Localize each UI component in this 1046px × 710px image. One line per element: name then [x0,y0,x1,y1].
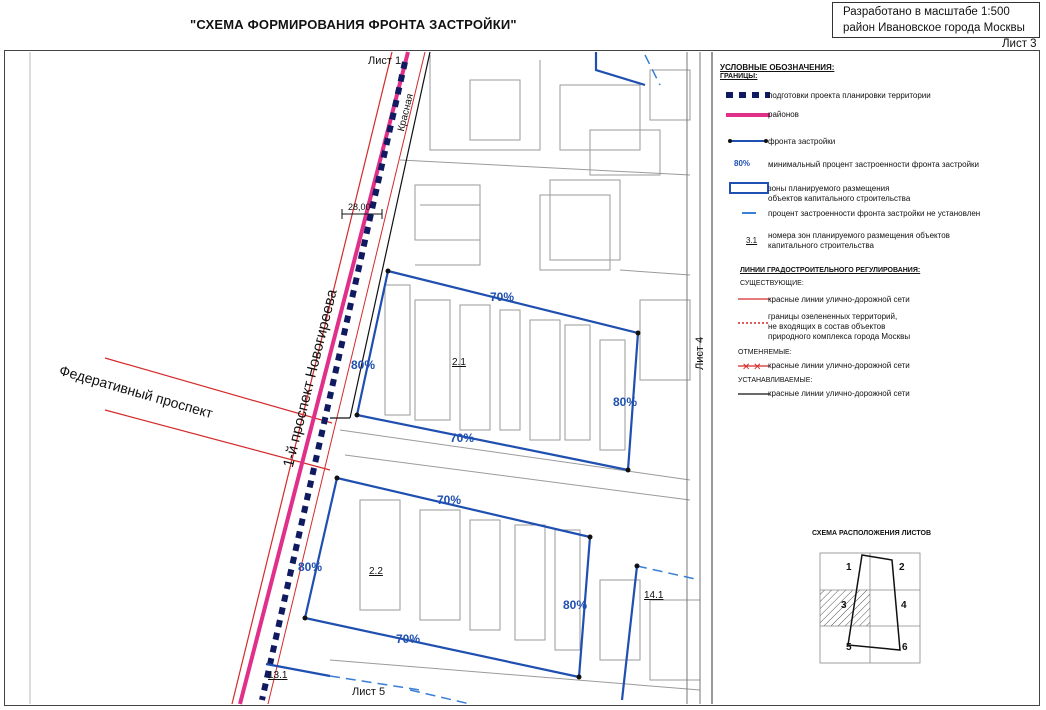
scheme-num-5: 5 [846,642,852,653]
scheme-num-3: 3 [841,600,847,611]
scheme-num-2: 2 [899,562,905,573]
legend-pct-not-set: процент застроенности фронта застройки не установлен [768,209,981,218]
red-line-novogireeva-east [268,52,425,704]
legend-border-districts: районов [768,110,799,119]
pct-2-2-left: 80% [298,560,323,574]
pct-2-2-right: 80% [563,598,588,612]
legend-red-lines-new: красные линии улично-дорожной сети [768,389,910,398]
planning-border [262,62,405,700]
scheme-num-6: 6 [902,642,908,653]
legend-established: УСТАНАВЛИВАЕМЫЕ: [738,377,813,384]
legend-pct-sample: 80% [734,159,751,168]
legend-zones-text-2: объектов капитального строительства [768,194,911,203]
pct-2-1-bottom: 70% [450,431,475,445]
map-title: "СХЕМА ФОРМИРОВАНИЯ ФРОНТА ЗАСТРОЙКИ" [190,17,517,32]
scheme-num-4: 4 [901,600,907,611]
legend-title: УСЛОВНЫЕ ОБОЗНАЧЕНИЯ: [720,63,835,72]
street-krasnaya: Красная [396,92,416,133]
pct-2-1-top: 70% [490,290,515,304]
legend-zones-text-1: зоны планируемого размещения [768,184,890,193]
zone-label-2-1: 2.1 [452,357,466,368]
district-border [240,52,408,704]
legend-zone-num-sample: 3.1 [746,236,758,245]
legend-border-planning: подготовки проекта планировки территории [768,91,931,100]
zone-label-2-2: 2.2 [369,566,383,577]
district-name: район Ивановское города Москвы [843,22,1025,34]
dimension-label: 28,00 [348,202,371,212]
scheme-num-1: 1 [846,562,852,573]
sheet-number: Лист 3 [1002,38,1037,50]
legend-green-3: природного комплекса города Москвы [768,332,911,341]
legend-reg-lines-head: ЛИНИИ ГРАДОСТРОИТЕЛЬНОГО РЕГУЛИРОВАНИЯ: [740,267,921,274]
sheet-4-label: Лист 4 [694,336,706,370]
svg-text:✕ ✕: ✕ ✕ [742,362,762,373]
legend-cancelled: ОТМЕНЯЕМЫЕ: [738,349,792,356]
pct-2-1-left: 80% [351,358,376,372]
zone-2-2-outline [305,478,590,677]
sheet-5-label: Лист 5 [352,686,386,698]
zone-label-14-1: 14.1 [644,590,664,601]
legend-red-lines: красные линии улично-дорожной сети [768,295,910,304]
pct-2-1-right: 80% [613,395,638,409]
legend-borders-head: ГРАНИЦЫ: [720,73,758,80]
pct-2-2-bottom: 70% [396,632,421,646]
legend-red-lines-cancel: красные линии улично-дорожной сети [768,361,910,370]
zone-label-13-1: 13.1 [268,670,288,681]
pct-2-2-top: 70% [437,493,462,507]
legend-green-1: границы озелененных территорий, [768,312,898,321]
street-novogireeva: 1-й проспект Новогиреева [280,287,341,470]
sheet-scheme-title: СХЕМА РАСПОЛОЖЕНИЯ ЛИСТОВ [812,530,931,537]
legend-existing: СУЩЕСТВУЮЩИЕ: [740,280,804,287]
legend-zone-num-text-1: номера зон планируемого размещения объектов [768,231,950,240]
street-federativny: Федеративный проспект [57,362,215,422]
legend-green-2: не входящих в состав объектов [768,322,886,331]
legend-front: фронта застройки [768,137,836,146]
legend [720,60,1038,360]
legend-pct-text: минимальный процент застроенности фронта застройки [768,160,980,169]
scale-note: Разработано в масштабе 1:500 [843,6,1010,18]
sheet-1-label: Лист 1 [368,55,402,67]
legend-zone-num-text-2: капитального строительства [768,241,874,250]
